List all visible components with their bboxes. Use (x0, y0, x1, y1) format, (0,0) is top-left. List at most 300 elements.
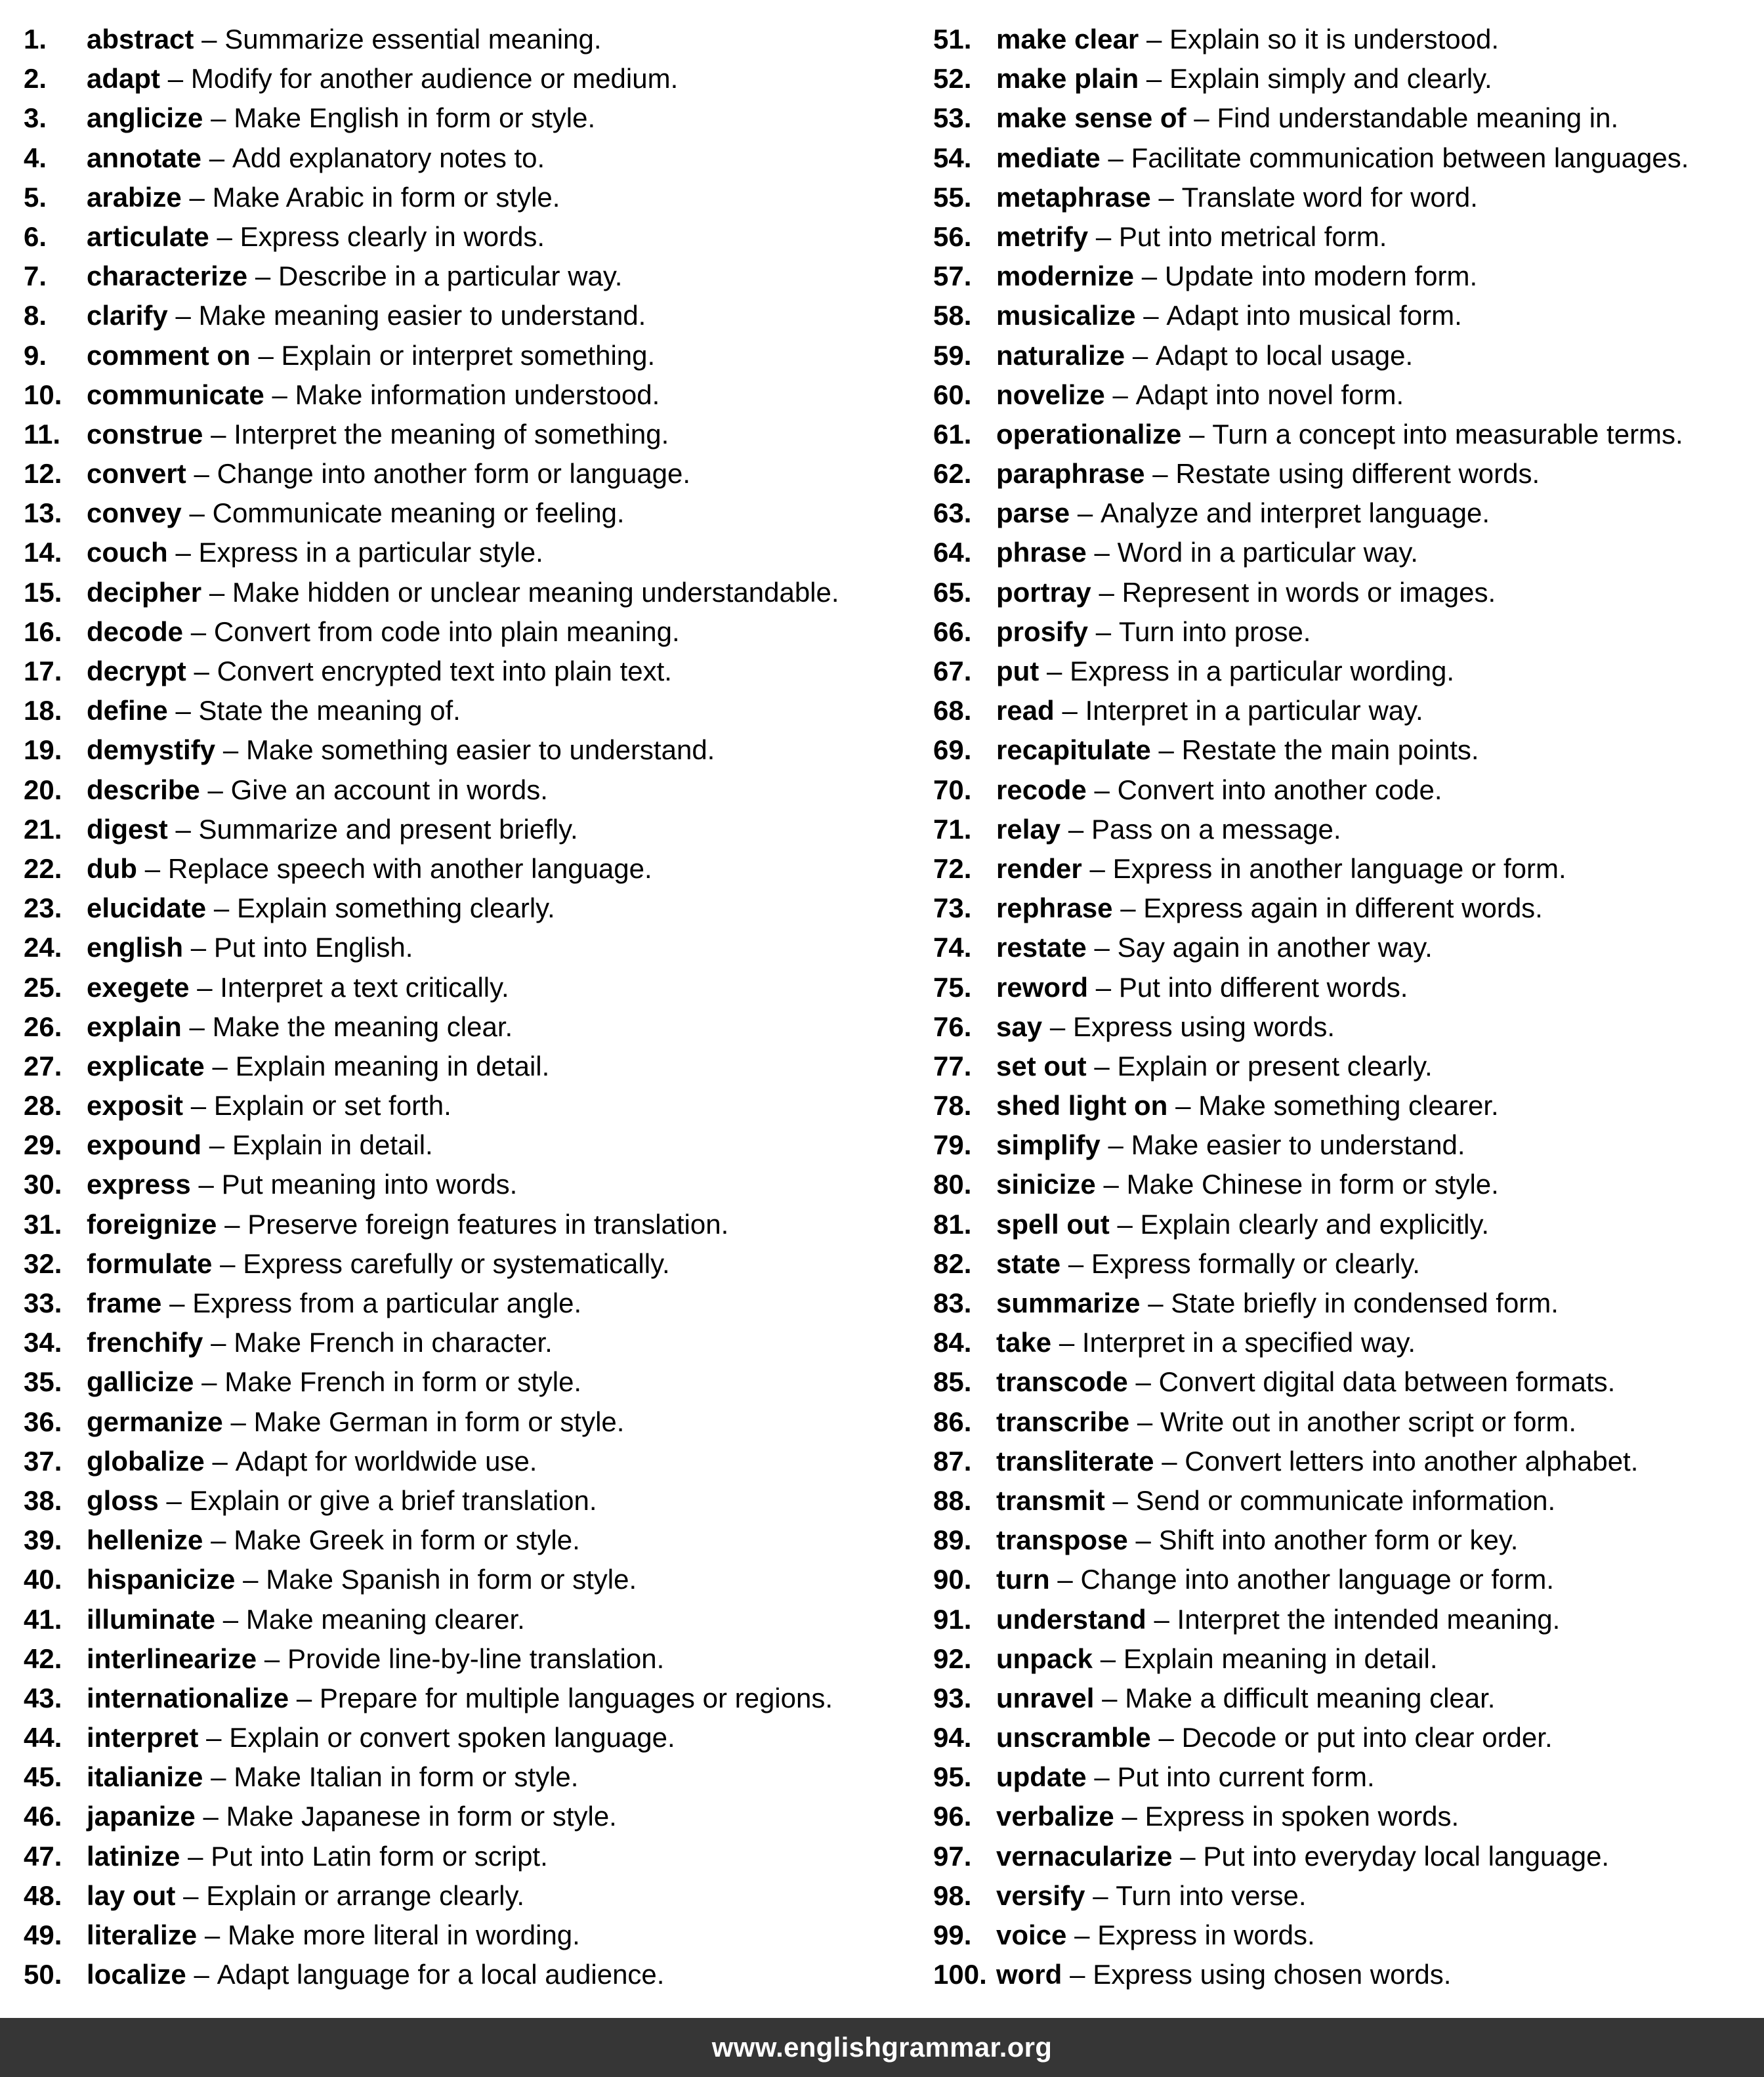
item-separator: – (258, 339, 274, 371)
list-item (933, 178, 1761, 217)
item-number: 83. (933, 1288, 972, 1318)
item-term: transcode (996, 1366, 1128, 1398)
list-item (24, 1837, 916, 1876)
item-term: communicate (87, 379, 264, 410)
item-number: 22. (24, 852, 62, 884)
item-number: 27. (24, 1050, 62, 1081)
list-item (24, 336, 916, 375)
item-term: italianize (87, 1761, 203, 1793)
item-separator: – (1049, 1011, 1066, 1042)
list-item (24, 1521, 916, 1560)
item-number: 4. (24, 142, 47, 173)
item-separator: – (1093, 1879, 1108, 1911)
item-term: describe (87, 774, 200, 805)
item-term: articulate (87, 220, 209, 252)
item-definition: Adapt into musical form. (1166, 300, 1462, 331)
list-item (933, 1284, 1761, 1323)
list-item (933, 928, 1761, 967)
item-term: mediate (996, 142, 1101, 173)
item-number: 52. (933, 63, 972, 94)
list-item (24, 1481, 916, 1521)
item-number: 87. (933, 1445, 972, 1477)
item-number: 78. (933, 1090, 972, 1122)
list-item (933, 257, 1761, 296)
item-number: 89. (933, 1524, 972, 1556)
item-separator: – (1135, 1524, 1151, 1556)
item-number: 33. (24, 1288, 62, 1318)
item-term: localize (87, 1959, 186, 1990)
item-definition: Facilitate communication between languages. (1131, 142, 1689, 173)
item-term: construe (87, 418, 203, 450)
list-item (933, 612, 1761, 652)
item-definition: Put into Latin form or script. (211, 1840, 548, 1872)
list-item (933, 1797, 1761, 1836)
item-definition: Put into English. (213, 932, 413, 963)
item-number: 14. (24, 537, 62, 568)
item-definition: Express from a particular angle. (192, 1288, 582, 1318)
list-item (933, 652, 1761, 691)
item-number: 76. (933, 1011, 972, 1042)
item-definition: Explain simply and clearly. (1169, 63, 1492, 94)
item-definition: Express in a particular style. (198, 537, 543, 568)
item-term: adapt (87, 63, 161, 94)
item-definition: Provide line-by-line translation. (287, 1643, 665, 1674)
item-definition: Adapt for worldwide use. (235, 1445, 537, 1477)
list-item (24, 1284, 916, 1323)
item-separator: – (206, 1722, 222, 1753)
item-term: take (996, 1327, 1052, 1358)
item-term: explicate (87, 1050, 205, 1081)
item-term: gallicize (87, 1366, 194, 1398)
item-separator: – (1103, 1169, 1119, 1200)
item-number: 65. (933, 576, 972, 608)
item-term: comment on (87, 339, 251, 371)
item-separator: – (243, 1564, 259, 1595)
item-definition: Express carefully or systematically. (243, 1248, 670, 1279)
item-definition: Put meaning into words. (221, 1169, 518, 1200)
item-number: 80. (933, 1169, 972, 1200)
item-separator: – (1112, 1484, 1128, 1516)
item-definition: Interpret in a specified way. (1082, 1327, 1416, 1358)
item-definition: Make Greek in form or style. (234, 1524, 580, 1556)
list-item (933, 1600, 1761, 1639)
list-item (24, 1797, 916, 1836)
list-item (933, 375, 1761, 415)
item-definition: Adapt into novel form. (1135, 379, 1404, 410)
item-number: 49. (24, 1920, 62, 1950)
item-term: internationalize (87, 1682, 289, 1713)
item-number: 59. (933, 339, 972, 371)
item-separator: – (255, 261, 271, 292)
item-number: 32. (24, 1248, 62, 1279)
list-item (24, 1442, 916, 1481)
item-number: 43. (24, 1682, 62, 1713)
list-item (933, 691, 1761, 730)
item-definition: Explain or present clearly. (1117, 1050, 1433, 1081)
item-term: make plain (996, 63, 1139, 94)
item-number: 25. (24, 971, 62, 1003)
item-separator: – (1102, 1682, 1118, 1713)
item-separator: – (1143, 300, 1159, 331)
item-definition: Add explanatory notes to. (232, 142, 545, 173)
item-term: render (996, 852, 1082, 884)
list-item (24, 1679, 916, 1718)
item-number: 38. (24, 1484, 62, 1516)
item-separator: – (189, 181, 205, 213)
item-definition: State the meaning of. (198, 695, 461, 726)
item-term: voice (996, 1920, 1067, 1950)
item-term: illuminate (87, 1603, 216, 1635)
item-term: demystify (87, 734, 216, 766)
item-number: 92. (933, 1643, 972, 1674)
list-item (933, 573, 1761, 612)
footer-bar (0, 2018, 1764, 2077)
list-item (933, 889, 1761, 928)
item-number: 95. (933, 1761, 972, 1793)
item-number: 99. (933, 1920, 972, 1950)
item-separator: – (212, 1050, 228, 1081)
item-definition: State briefly in condensed form. (1171, 1288, 1559, 1318)
item-separator: – (1158, 1722, 1174, 1753)
item-definition: Turn into verse. (1116, 1879, 1307, 1911)
item-separator: – (167, 63, 184, 94)
item-separator: – (222, 734, 239, 766)
item-number: 63. (933, 497, 972, 529)
item-separator: – (1068, 813, 1084, 845)
item-separator: – (207, 774, 223, 805)
item-number: 61. (933, 418, 972, 450)
item-term: interpret (87, 1722, 199, 1753)
item-separator: – (1095, 616, 1112, 647)
list-item (24, 98, 916, 138)
list-item (933, 1955, 1761, 1994)
item-definition: Summarize essential meaning. (224, 24, 602, 54)
item-separator: – (1141, 261, 1158, 292)
item-definition: Make Italian in form or style. (234, 1761, 579, 1793)
item-term: rephrase (996, 892, 1113, 924)
item-term: express (87, 1169, 191, 1200)
item-number: 85. (933, 1366, 972, 1398)
item-definition: Make Spanish in form or style. (266, 1564, 637, 1595)
item-term: novelize (996, 379, 1105, 410)
item-definition: Express in a particular wording. (1070, 656, 1455, 686)
item-separator: – (1162, 1445, 1177, 1477)
footer-website-link[interactable]: www.englishgrammar.org (711, 2032, 1053, 2063)
list-item (933, 810, 1761, 849)
item-separator: – (1158, 734, 1174, 766)
item-number: 21. (24, 813, 62, 845)
item-number: 54. (933, 142, 972, 173)
item-separator: – (194, 1959, 209, 1990)
item-definition: Translate word for word. (1181, 181, 1478, 213)
list-item (24, 1244, 916, 1284)
list-item (24, 1047, 916, 1086)
item-definition: Update into modern form. (1164, 261, 1478, 292)
item-term: recode (996, 774, 1087, 805)
item-separator: – (194, 458, 209, 490)
item-definition: Explain clearly and explicitly. (1140, 1208, 1490, 1240)
list-item (24, 138, 916, 178)
item-term: metaphrase (996, 181, 1151, 213)
list-item (24, 493, 916, 533)
item-separator: – (1146, 24, 1162, 54)
item-number: 82. (933, 1248, 972, 1279)
item-term: make sense of (996, 102, 1186, 134)
item-number: 24. (24, 932, 62, 963)
item-number: 10. (24, 379, 62, 410)
item-definition: Replace speech with another language. (167, 852, 652, 884)
item-term: hellenize (87, 1524, 203, 1556)
item-separator: – (1108, 142, 1124, 173)
item-term: frenchify (87, 1327, 203, 1358)
item-separator: – (1108, 1129, 1124, 1161)
item-definition: Interpret a text critically. (220, 971, 509, 1003)
item-separator: – (183, 1879, 199, 1911)
list-item (24, 454, 916, 493)
item-separator: – (212, 1445, 228, 1477)
item-definition: Make meaning clearer. (245, 1603, 525, 1635)
item-term: convey (87, 497, 182, 529)
list-item (933, 454, 1761, 493)
list-item (933, 1323, 1761, 1362)
item-definition: Write out in another script or form. (1160, 1406, 1577, 1437)
item-separator: – (175, 537, 191, 568)
list-item (933, 1362, 1761, 1402)
item-definition: Make Chinese in form or style. (1126, 1169, 1499, 1200)
item-term: turn (996, 1564, 1050, 1595)
item-definition: Explain meaning in detail. (1123, 1643, 1438, 1674)
list-item (933, 849, 1761, 889)
item-separator: – (211, 1761, 226, 1793)
item-number: 40. (24, 1564, 62, 1595)
item-separator: – (190, 932, 207, 963)
item-separator: – (1152, 458, 1168, 490)
item-separator: – (1094, 1761, 1110, 1793)
item-separator: – (175, 813, 191, 845)
list-item (933, 770, 1761, 810)
item-definition: Adapt language for a local audience. (217, 1959, 665, 1990)
item-term: understand (996, 1603, 1146, 1635)
item-definition: Convert letters into another alphabet. (1185, 1445, 1639, 1477)
item-separator: – (1154, 1603, 1169, 1635)
item-definition: Interpret the meaning of something. (234, 418, 669, 450)
item-separator: – (166, 1484, 182, 1516)
item-separator: – (203, 1801, 219, 1832)
list-item (933, 1481, 1761, 1521)
list-item (933, 1521, 1761, 1560)
item-term: phrase (996, 537, 1087, 568)
item-term: english (87, 932, 184, 963)
item-definition: Interpret the intended meaning. (1177, 1603, 1561, 1635)
item-definition: Convert digital data between formats. (1158, 1366, 1616, 1398)
item-number: 11. (24, 418, 61, 450)
item-definition: Express using words. (1072, 1011, 1335, 1042)
list-item (933, 415, 1761, 454)
list-item (24, 217, 916, 257)
item-separator: – (201, 1366, 217, 1398)
list-item (24, 1205, 916, 1244)
item-term: hispanicize (87, 1564, 236, 1595)
item-number: 90. (933, 1564, 972, 1595)
item-separator: – (1089, 852, 1105, 884)
item-term: spell out (996, 1208, 1110, 1240)
item-number: 3. (24, 102, 47, 134)
item-separator: – (1180, 1840, 1196, 1872)
item-term: germanize (87, 1406, 223, 1437)
item-definition: Put into different words. (1118, 971, 1408, 1003)
item-separator: – (1100, 1643, 1116, 1674)
item-number: 100. (933, 1959, 987, 1990)
item-separator: – (1077, 497, 1093, 529)
item-separator: – (296, 1682, 312, 1713)
list-item (933, 1047, 1761, 1086)
item-term: musicalize (996, 300, 1136, 331)
item-separator: – (213, 892, 230, 924)
item-term: verbalize (996, 1801, 1114, 1832)
item-term: arabize (87, 181, 182, 213)
item-definition: Change into another form or language. (217, 458, 691, 490)
item-number: 35. (24, 1366, 62, 1398)
list-item (24, 20, 916, 59)
item-number: 62. (933, 458, 972, 490)
item-definition: Explain or convert spoken language. (229, 1722, 675, 1753)
item-number: 9. (24, 339, 47, 371)
item-definition: Restate using different words. (1175, 458, 1540, 490)
item-number: 29. (24, 1129, 62, 1161)
item-separator: – (1094, 932, 1110, 963)
item-definition: Represent in words or images. (1122, 576, 1496, 608)
item-term: vernacularize (996, 1840, 1173, 1872)
item-term: unravel (996, 1682, 1095, 1713)
item-definition: Make French in form or style. (224, 1366, 582, 1398)
item-term: unpack (996, 1643, 1093, 1674)
item-term: make clear (996, 24, 1139, 54)
item-number: 93. (933, 1682, 972, 1713)
item-number: 34. (24, 1327, 62, 1358)
item-term: define (87, 695, 168, 726)
item-term: read (996, 695, 1055, 726)
item-term: transcribe (996, 1406, 1130, 1437)
list-item (933, 533, 1761, 572)
item-term: explain (87, 1011, 182, 1042)
item-separator: – (1062, 695, 1078, 726)
item-definition: Explain meaning in detail. (235, 1050, 550, 1081)
item-separator: – (222, 1603, 239, 1635)
list-item (24, 810, 916, 849)
list-item (24, 533, 916, 572)
item-term: parse (996, 497, 1070, 529)
list-item (933, 1442, 1761, 1481)
item-separator: – (198, 1169, 214, 1200)
item-separator: – (211, 102, 226, 134)
item-separator: – (1094, 1050, 1110, 1081)
item-term: simplify (996, 1129, 1101, 1161)
item-term: exposit (87, 1090, 184, 1122)
item-definition: Explain or give a brief translation. (189, 1484, 597, 1516)
item-number: 1. (24, 24, 47, 54)
item-definition: Explain or set forth. (213, 1090, 452, 1122)
item-definition: Express clearly in words. (240, 220, 545, 252)
list-item (933, 336, 1761, 375)
list-item (24, 770, 916, 810)
item-number: 57. (933, 261, 972, 292)
item-definition: Pass on a message. (1091, 813, 1341, 845)
item-number: 36. (24, 1406, 62, 1437)
item-separator: – (220, 1248, 236, 1279)
list-item (24, 573, 916, 612)
item-term: couch (87, 537, 168, 568)
list-item (24, 889, 916, 928)
list-item (24, 730, 916, 770)
item-separator: – (224, 1208, 240, 1240)
list-item (24, 1007, 916, 1047)
item-definition: Make something clearer. (1198, 1090, 1499, 1122)
item-number: 71. (933, 813, 972, 845)
item-definition: Convert encrypted text into plain text. (217, 656, 672, 686)
list-item (24, 1757, 916, 1797)
item-definition: Express in words. (1097, 1920, 1315, 1950)
item-separator: – (211, 1327, 226, 1358)
item-number: 46. (24, 1801, 62, 1832)
item-number: 66. (933, 616, 972, 647)
item-definition: Preserve foreign features in translation. (247, 1208, 729, 1240)
item-term: state (996, 1248, 1061, 1279)
list-item (933, 1560, 1761, 1599)
list-item (24, 1600, 916, 1639)
item-separator: – (272, 379, 287, 410)
item-term: transpose (996, 1524, 1128, 1556)
item-term: put (996, 656, 1040, 686)
item-number: 94. (933, 1722, 972, 1753)
list-item (933, 1086, 1761, 1125)
item-number: 39. (24, 1524, 62, 1556)
item-term: unscramble (996, 1722, 1151, 1753)
item-number: 58. (933, 300, 972, 331)
item-term: transliterate (996, 1445, 1154, 1477)
item-separator: – (209, 576, 225, 608)
item-term: word (996, 1959, 1062, 1990)
list-item (933, 1639, 1761, 1679)
item-separator: – (1137, 1406, 1153, 1437)
item-separator: – (1047, 656, 1062, 686)
list-item (24, 1323, 916, 1362)
item-separator: – (1158, 181, 1174, 213)
item-number: 96. (933, 1801, 972, 1832)
item-number: 45. (24, 1761, 62, 1793)
list-item (24, 691, 916, 730)
item-term: sinicize (996, 1169, 1096, 1200)
list-item (24, 1876, 916, 1916)
item-number: 75. (933, 971, 972, 1003)
item-definition: Put into everyday local language. (1203, 1840, 1610, 1872)
item-separator: – (1094, 537, 1110, 568)
list-item (933, 1718, 1761, 1757)
item-term: foreignize (87, 1208, 217, 1240)
list-item (933, 1757, 1761, 1797)
list-item (24, 59, 916, 98)
list-item (933, 493, 1761, 533)
item-definition: Express in another language or form. (1112, 852, 1566, 884)
item-separator: – (1057, 1564, 1073, 1595)
list-item (933, 1837, 1761, 1876)
item-separator: – (1148, 1288, 1164, 1318)
item-definition: Adapt to local usage. (1155, 339, 1414, 371)
item-term: reword (996, 971, 1089, 1003)
item-separator: – (197, 971, 213, 1003)
item-number: 69. (933, 734, 972, 766)
item-number: 60. (933, 379, 972, 410)
item-definition: Decode or put into clear order. (1181, 1722, 1553, 1753)
